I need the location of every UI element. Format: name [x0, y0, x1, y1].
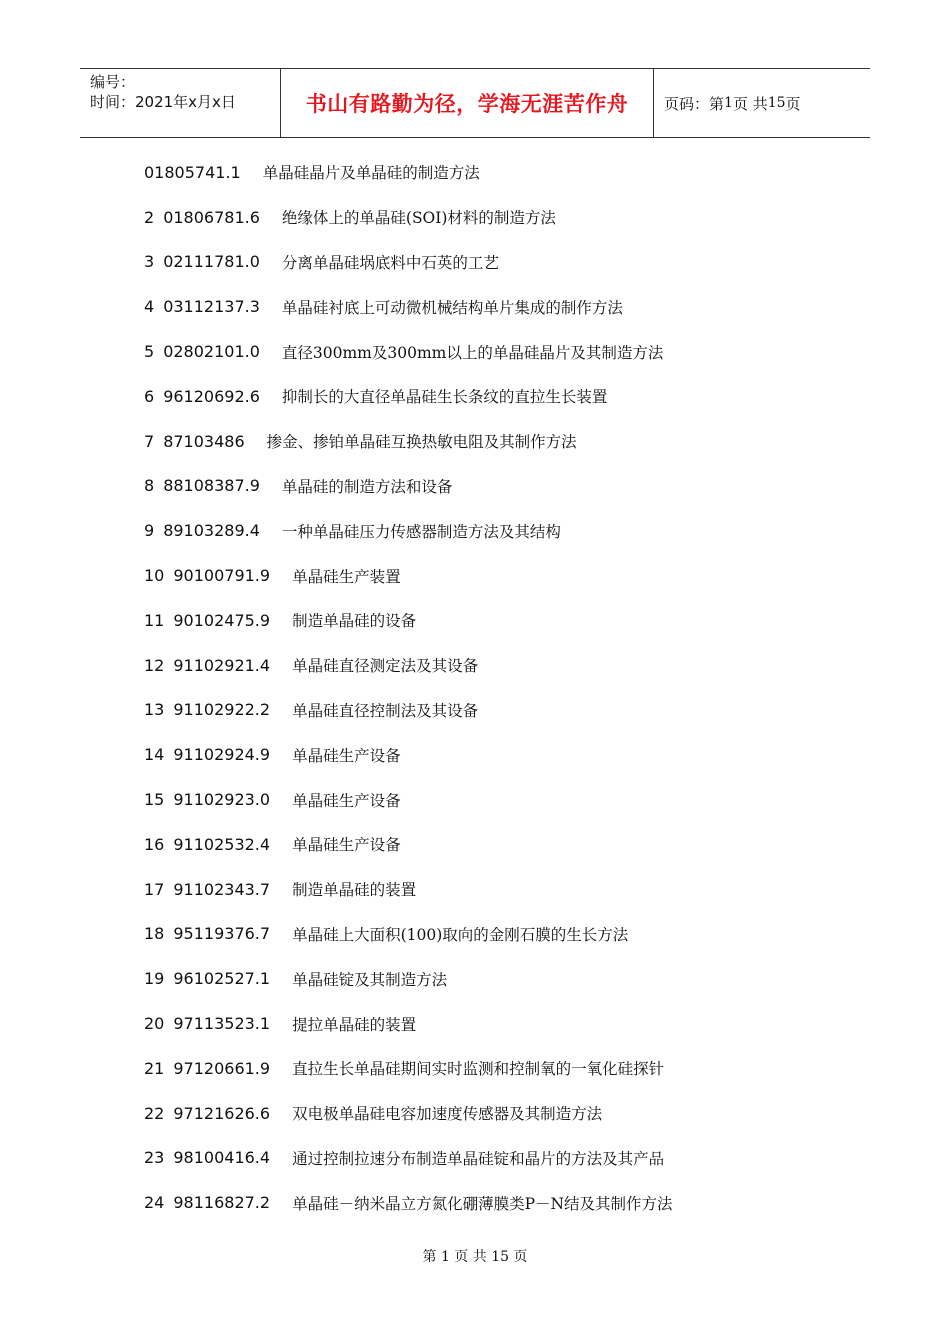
- page-footer: 第 1 页 共 15 页: [422, 1249, 528, 1265]
- item-title: 抑制长的大直径单晶硅生长条纹的直拉生长装置: [281, 388, 608, 407]
- page-prefix: 页码：第: [664, 94, 725, 113]
- item-title: 单晶硅上大面积(100)取向的金刚石膜的生长方法: [292, 925, 629, 944]
- page-total: 15: [767, 95, 786, 111]
- item-title: 单晶硅衬底上可动微机械结构单片集成的制作方法: [281, 298, 623, 317]
- header-motto-cell: [281, 69, 654, 137]
- item-index: 5: [144, 342, 155, 362]
- list-item: [144, 553, 864, 598]
- item-code: 88108387.9: [163, 476, 260, 496]
- item-index: 7: [144, 431, 155, 451]
- list-item: [144, 912, 864, 957]
- list-item: [144, 688, 864, 733]
- item-code: 01806781.6: [163, 207, 260, 227]
- list-item: [144, 598, 864, 643]
- item-title: 单晶硅直径控制法及其设备: [292, 701, 479, 720]
- item-title: 单晶硅直径测定法及其设备: [292, 657, 479, 676]
- item-title: 通过控制拉速分布制造单晶硅锭和晶片的方法及其产品: [292, 1149, 665, 1168]
- list-item: [144, 508, 864, 553]
- item-code: 91102921.4: [173, 655, 271, 675]
- item-index: 13: [144, 700, 165, 720]
- item-title: 绝缘体上的单晶硅(SOI)材料的制造方法: [281, 209, 556, 228]
- list-item: [144, 643, 864, 688]
- list-item: [144, 956, 864, 1001]
- patent-list: [144, 150, 864, 1225]
- item-index: 14: [144, 745, 165, 765]
- item-code: 91102343.7: [173, 879, 271, 899]
- item-code: 91102923.0: [173, 790, 271, 810]
- item-title: 单晶硅生产设备: [292, 791, 401, 810]
- time-label: 时间：2021年x月x日: [90, 93, 236, 111]
- item-title: 单晶硅生产装置: [292, 567, 401, 586]
- item-code: 96102527.1: [173, 969, 271, 989]
- item-index: 17: [144, 879, 165, 899]
- list-item: [144, 240, 864, 285]
- header-meta: [80, 69, 281, 137]
- list-item: [144, 1046, 864, 1091]
- page-mid: 页 共: [732, 94, 768, 113]
- item-code: 91102922.2: [173, 700, 271, 720]
- item-code: 90102475.9: [173, 610, 271, 630]
- item-title: 分离单晶硅埚底料中石英的工艺: [281, 253, 499, 272]
- item-title: 制造单晶硅的装置: [292, 881, 417, 900]
- motto: 书山有路勤为径，学海无涯苦作舟: [305, 91, 629, 116]
- item-index: 6: [144, 386, 155, 406]
- item-title: 单晶硅晶片及单晶硅的制造方法: [262, 164, 480, 183]
- item-index: 24: [144, 1193, 165, 1213]
- item-code: 97121626.6: [173, 1103, 271, 1123]
- list-item: [144, 284, 864, 329]
- item-code: 02802101.0: [163, 342, 260, 362]
- item-index: 15: [144, 790, 165, 810]
- page-suffix: 页: [785, 94, 801, 113]
- item-code: 89103289.4: [163, 521, 260, 541]
- list-item: [144, 464, 864, 509]
- item-code: 90100791.9: [173, 566, 271, 586]
- item-index: 11: [144, 610, 165, 630]
- item-title: 一种单晶硅压力传感器制造方法及其结构: [281, 522, 561, 541]
- item-code: 91102924.9: [173, 745, 271, 765]
- list-item: [144, 195, 864, 240]
- page-current: 1: [724, 95, 733, 111]
- list-item: [144, 329, 864, 374]
- item-index: 3: [144, 252, 155, 272]
- item-index: 21: [144, 1058, 165, 1078]
- item-index: 9: [144, 521, 155, 541]
- item-index: 10: [144, 566, 165, 586]
- item-index: 22: [144, 1103, 165, 1123]
- item-title: 单晶硅锭及其制造方法: [292, 970, 448, 989]
- item-code: 98100416.4: [173, 1148, 271, 1168]
- item-code: 97120661.9: [173, 1058, 271, 1078]
- item-index: 16: [144, 834, 165, 854]
- list-item: [144, 150, 864, 195]
- item-code: 02111781.0: [163, 252, 260, 272]
- item-index: 19: [144, 969, 165, 989]
- item-title: 单晶硅的制造方法和设备: [281, 477, 453, 496]
- item-code: 98116827.2: [173, 1193, 271, 1213]
- item-code: 03112137.3: [163, 297, 260, 317]
- item-index: 4: [144, 297, 155, 317]
- list-item: [144, 777, 864, 822]
- list-item: [144, 822, 864, 867]
- item-title: 单晶硅生产设备: [292, 836, 401, 855]
- item-code: 01805741.1: [144, 162, 241, 182]
- item-index: 23: [144, 1148, 165, 1168]
- list-item: [144, 867, 864, 912]
- item-title: 直径300mm及300mm以上的单晶硅晶片及其制造方法: [281, 343, 664, 362]
- list-item: [144, 1091, 864, 1136]
- item-title: 单晶硅－纳米晶立方氮化硼薄膜类P－N结及其制作方法: [292, 1194, 673, 1213]
- item-title: 双电极单晶硅电容加速度传感器及其制造方法: [292, 1105, 603, 1124]
- item-title: 掺金、掺铂单晶硅互换热敏电阻及其制作方法: [266, 433, 577, 452]
- list-item: [144, 419, 864, 464]
- item-title: 提拉单晶硅的装置: [292, 1015, 417, 1034]
- item-index: 18: [144, 924, 165, 944]
- number-label: 编号：: [90, 73, 136, 91]
- list-item: [144, 1180, 864, 1225]
- item-code: 96120692.6: [163, 386, 260, 406]
- page-header: [80, 68, 870, 138]
- item-code: 87103486: [163, 431, 245, 451]
- list-item: [144, 1001, 864, 1046]
- item-code: 97113523.1: [173, 1014, 271, 1034]
- item-index: 12: [144, 655, 165, 675]
- item-index: 20: [144, 1014, 165, 1034]
- item-code: 95119376.7: [173, 924, 271, 944]
- item-code: 91102532.4: [173, 834, 271, 854]
- item-index: 8: [144, 476, 155, 496]
- list-item: [144, 374, 864, 419]
- list-item: [144, 732, 864, 777]
- item-index: 2: [144, 207, 155, 227]
- item-title: 制造单晶硅的设备: [292, 612, 417, 631]
- list-item: [144, 1136, 864, 1181]
- header-page-info: [654, 69, 870, 137]
- item-title: 直拉生长单晶硅期间实时监测和控制氧的一氧化硅探针: [292, 1060, 665, 1079]
- item-title: 单晶硅生产设备: [292, 746, 401, 765]
